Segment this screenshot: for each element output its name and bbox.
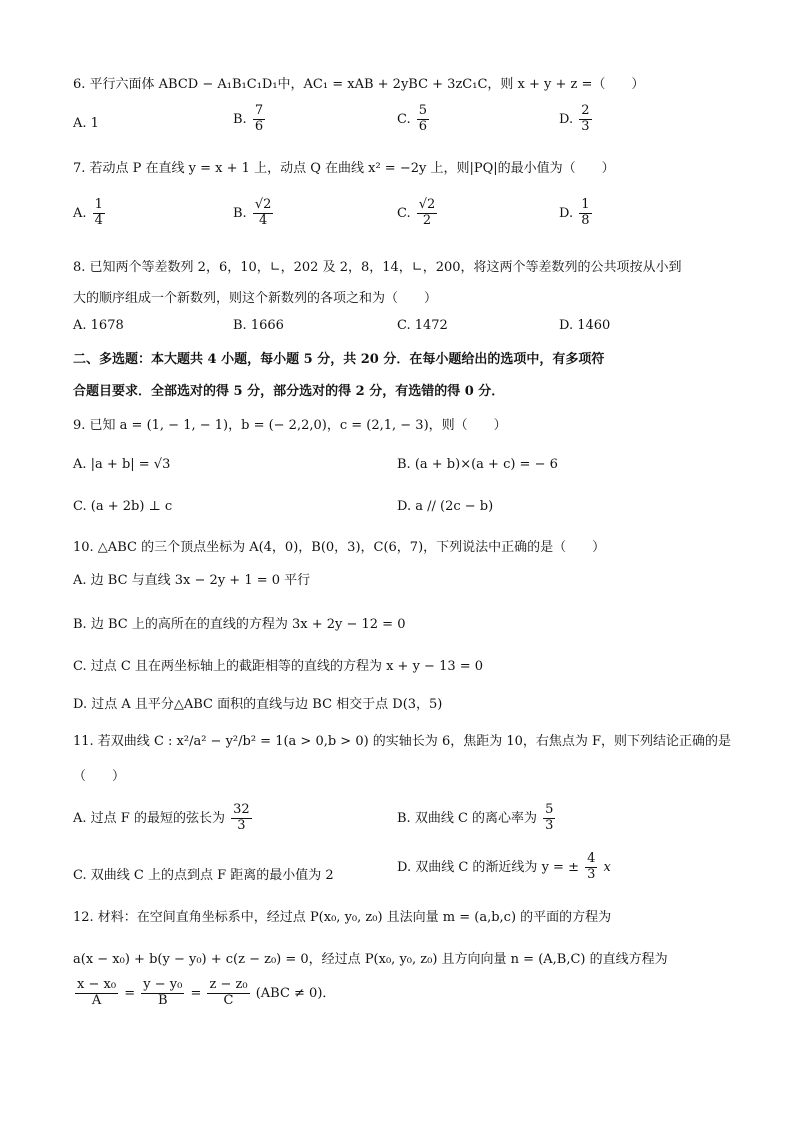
q7-option-d: D. $\frac{1}{8}$: [559, 197, 590, 228]
q6-option-a: A. 1: [73, 116, 99, 131]
q10-stem: 10. △ABC 的三个顶点坐标为 A(4，0)，B(0，3)，C(6，7)，下列说法中正确的是（ ）: [73, 540, 606, 555]
section-2-heading-line-1: 二、多选题：本大题共 4 小题，每小题 5 分，共 20 分．在每小题给出的选项中，有多项符: [73, 352, 605, 367]
q9-option-a: A. |a + b| = √3: [73, 457, 171, 472]
q7-option-a: A. $\frac{1}{4}$: [73, 197, 103, 228]
q8-option-b: B. 1666: [233, 318, 284, 333]
q9-option-b: B. (a + b)×(a + c) = − 6: [397, 457, 558, 472]
q9-option-c: C. (a + 2b) ⊥ c: [73, 499, 173, 514]
q10-option-a: A. 边 BC 与直线 3x − 2y + 1 = 0 平行: [73, 573, 311, 588]
q11-stem: 11. 若双曲线 C : x²/a² − y²/b² = 1(a > 0,b > 0) 的实轴长为 6，焦距为 10，右焦点为 F，则下列结论正确的是: [73, 734, 732, 749]
q8-line-1: 8. 已知两个等差数列 2，6，10，∟，202 及 2，8，14，∟，200，将这两个等差数列的公共项按从小到: [73, 260, 682, 275]
q12-line-equation: $\frac{\text{x − x₀}}{A}$ = $\frac{\text{y − y₀}}{B}$ = $\frac{\text{z − z₀}}{C}$ (ABC ≠ 0)．: [77, 977, 336, 1008]
q12-line-2: a(x − x₀) + b(y − y₀) + c(z − z₀) = 0，经过点 P(x₀, y₀, z₀) 且方向向量 n = (A,B,C) 的直线方程为: [73, 952, 668, 967]
q7-stem: 7. 若动点 P 在直线 y = x + 1 上，动点 Q 在曲线 x² = −2y 上，则|PQ|的最小值为（ ）: [73, 161, 615, 176]
q12-line-1: 12. 材料：在空间直角坐标系中，经过点 P(x₀, y₀, z₀) 且法向量 m = (a,b,c) 的平面的方程为: [73, 910, 612, 925]
q6-stem: 6. 平行六面体 ABCD − A₁B₁C₁D₁中，AC₁ = xAB + 2yBC + 3zC₁C，则 x + y + z =（ ）: [73, 77, 645, 92]
q11-stem-paren: （ ）: [73, 769, 126, 784]
q11-option-d: D. 双曲线 C 的渐近线为 y = ± $\frac{4}{3}$ x: [397, 851, 611, 882]
q10-option-d: D. 过点 A 且平分△ABC 面积的直线与边 BC 相交于点 D(3，5): [73, 697, 443, 712]
q11-option-c: C. 双曲线 C 上的点到点 F 距离的最小值为 2: [73, 868, 334, 883]
q7-option-b: B. $\frac{√2}{4}$: [233, 197, 272, 228]
q8-option-a: A. 1678: [73, 318, 124, 333]
section-2-heading-line-2: 合题目要求．全部选对的得 5 分，部分选对的得 2 分，有选错的得 0 分．: [73, 384, 505, 399]
q10-option-c: C. 过点 C 且在两坐标轴上的截距相等的直线的方程为 x + y − 13 = 0: [73, 659, 484, 674]
q6-option-c: C. $\frac{5}{6}$: [397, 103, 428, 134]
q8-option-c: C. 1472: [397, 318, 448, 333]
q8-line-2: 大的顺序组成一个新数列，则这个新数列的各项之和为（ ）: [73, 291, 438, 306]
q11-option-a: A. 过点 F 的最短的弦长为 $\frac{32}{3}$: [73, 802, 250, 833]
q11-option-b: B. 双曲线 C 的离心率为 $\frac{5}{3}$: [397, 802, 554, 833]
q9-stem: 9. 已知 a = (1, − 1, − 1)，b = (− 2,2,0)，c = (2,1, − 3)，则（ ）: [73, 418, 507, 433]
q6-option-b: B. $\frac{7}{6}$: [233, 103, 264, 134]
q6-option-d: D. $\frac{2}{3}$: [559, 103, 590, 134]
q10-option-b: B. 边 BC 上的高所在的直线的方程为 3x + 2y − 12 = 0: [73, 617, 406, 632]
q9-option-d: D. a // (2c − b): [397, 499, 494, 514]
q8-option-d: D. 1460: [559, 318, 611, 333]
q7-option-c: C. $\frac{√2}{2}$: [397, 197, 436, 228]
